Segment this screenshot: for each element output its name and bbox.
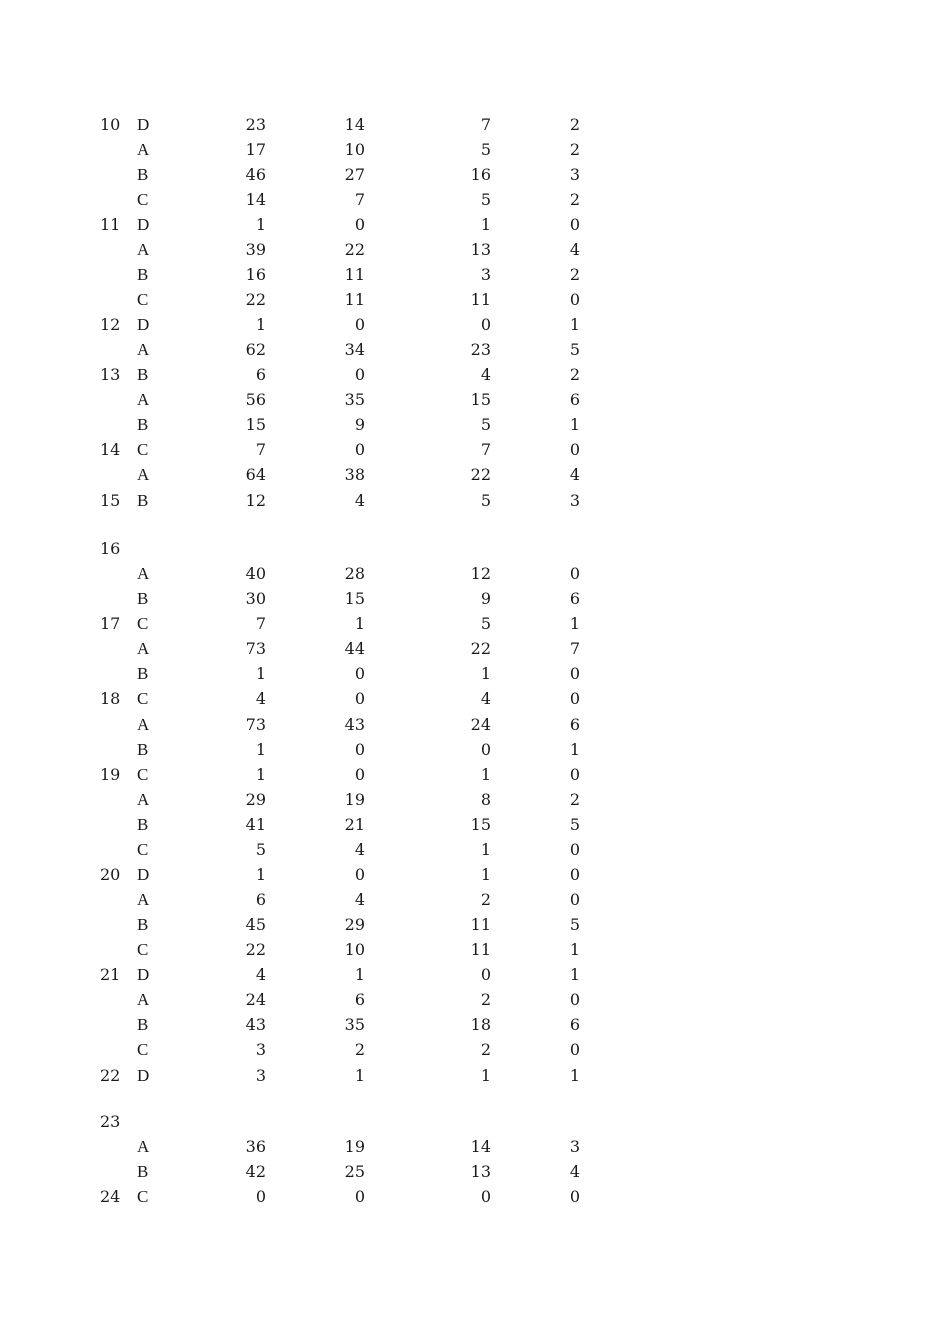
count-cell-2: 0: [354, 689, 365, 708]
option-letter: B: [137, 589, 149, 608]
option-letter: D: [137, 1066, 150, 1085]
count-cell-4: 1: [569, 940, 580, 959]
table-row: [0, 389, 950, 411]
question-number: 17: [100, 614, 121, 633]
option-letter: D: [137, 315, 150, 334]
count-cell-3: 1: [480, 664, 491, 683]
option-letter: B: [137, 365, 149, 384]
count-cell-1: 3: [255, 1066, 266, 1085]
table-row: [0, 814, 950, 836]
count-cell-2: 22: [344, 240, 365, 259]
count-cell-1: 0: [255, 1187, 266, 1206]
count-cell-4: 0: [569, 765, 580, 784]
count-cell-2: 4: [354, 840, 365, 859]
count-cell-3: 15: [470, 390, 491, 409]
count-cell-4: 1: [569, 415, 580, 434]
count-cell-1: 1: [255, 740, 266, 759]
count-cell-3: 0: [480, 740, 491, 759]
count-cell-3: 7: [480, 115, 491, 134]
count-cell-4: 6: [569, 715, 580, 734]
option-letter: D: [137, 215, 150, 234]
option-letter: C: [137, 614, 149, 633]
count-cell-1: 42: [245, 1162, 266, 1181]
count-cell-2: 0: [354, 664, 365, 683]
table-row: [0, 1186, 950, 1208]
option-letter: B: [137, 265, 149, 284]
count-cell-2: 4: [354, 890, 365, 909]
count-cell-1: 22: [245, 290, 266, 309]
count-cell-1: 14: [245, 190, 266, 209]
count-cell-2: 19: [344, 790, 365, 809]
count-cell-1: 1: [255, 765, 266, 784]
question-number: 14: [100, 440, 121, 459]
count-cell-3: 5: [480, 140, 491, 159]
table-row: [0, 339, 950, 361]
table-row: [0, 613, 950, 635]
table-row: [0, 139, 950, 161]
count-cell-3: 0: [480, 315, 491, 334]
table-row: [0, 1065, 950, 1087]
table-row: [0, 638, 950, 660]
table-row: [0, 1111, 950, 1133]
count-cell-4: 2: [569, 190, 580, 209]
table-row: [0, 114, 950, 136]
count-cell-2: 1: [354, 614, 365, 633]
count-cell-3: 5: [480, 415, 491, 434]
count-cell-2: 0: [354, 440, 365, 459]
count-cell-1: 7: [255, 440, 266, 459]
option-letter: A: [137, 1137, 150, 1156]
option-letter: A: [137, 890, 150, 909]
table-row: [0, 189, 950, 211]
table-row: [0, 789, 950, 811]
count-cell-1: 1: [255, 315, 266, 334]
count-cell-3: 23: [470, 340, 491, 359]
count-cell-2: 34: [344, 340, 365, 359]
count-cell-1: 12: [245, 491, 266, 510]
count-cell-3: 13: [470, 1162, 491, 1181]
count-cell-4: 1: [569, 614, 580, 633]
count-cell-2: 0: [354, 1187, 365, 1206]
option-letter: C: [137, 765, 149, 784]
count-cell-2: 0: [354, 315, 365, 334]
count-cell-1: 40: [245, 564, 266, 583]
count-cell-1: 29: [245, 790, 266, 809]
table-row: [0, 663, 950, 685]
count-cell-2: 35: [344, 390, 365, 409]
count-cell-3: 8: [480, 790, 491, 809]
count-cell-4: 3: [569, 165, 580, 184]
count-cell-3: 13: [470, 240, 491, 259]
option-letter: C: [137, 1040, 149, 1059]
count-cell-2: 7: [354, 190, 365, 209]
count-cell-3: 11: [470, 940, 491, 959]
count-cell-4: 0: [569, 215, 580, 234]
option-letter: A: [137, 465, 150, 484]
count-cell-3: 1: [480, 765, 491, 784]
count-cell-4: 1: [569, 315, 580, 334]
table-row: [0, 264, 950, 286]
count-cell-4: 0: [569, 1187, 580, 1206]
count-cell-2: 15: [344, 589, 365, 608]
count-cell-4: 0: [569, 890, 580, 909]
count-cell-1: 16: [245, 265, 266, 284]
count-cell-3: 2: [480, 1040, 491, 1059]
count-cell-4: 2: [569, 115, 580, 134]
count-cell-4: 4: [569, 465, 580, 484]
count-cell-4: 1: [569, 1066, 580, 1085]
option-letter: A: [137, 639, 150, 658]
count-cell-2: 29: [344, 915, 365, 934]
table-row: [0, 688, 950, 710]
count-cell-3: 2: [480, 990, 491, 1009]
question-number: 22: [100, 1066, 121, 1085]
count-cell-4: 0: [569, 664, 580, 683]
table-row: [0, 714, 950, 736]
count-cell-1: 43: [245, 1015, 266, 1034]
option-letter: C: [137, 440, 149, 459]
question-number: 23: [100, 1112, 121, 1131]
count-cell-4: 7: [569, 639, 580, 658]
count-cell-3: 1: [480, 1066, 491, 1085]
count-cell-2: 0: [354, 740, 365, 759]
count-cell-2: 0: [354, 765, 365, 784]
count-cell-1: 56: [245, 390, 266, 409]
option-letter: A: [137, 715, 150, 734]
question-number: 10: [100, 115, 121, 134]
table-row: [0, 289, 950, 311]
table-row: [0, 314, 950, 336]
table-row: [0, 490, 950, 512]
option-letter: A: [137, 340, 150, 359]
count-cell-3: 22: [470, 639, 491, 658]
count-cell-1: 36: [245, 1137, 266, 1156]
count-cell-4: 4: [569, 1162, 580, 1181]
table-row: [0, 989, 950, 1011]
count-cell-4: 6: [569, 390, 580, 409]
count-cell-1: 64: [245, 465, 266, 484]
table-row: [0, 239, 950, 261]
count-cell-2: 11: [344, 265, 365, 284]
option-letter: B: [137, 491, 149, 510]
option-letter: C: [137, 1187, 149, 1206]
count-cell-4: 0: [569, 440, 580, 459]
table-row: [0, 839, 950, 861]
count-cell-3: 1: [480, 840, 491, 859]
count-cell-2: 1: [354, 965, 365, 984]
count-cell-3: 5: [480, 491, 491, 510]
option-letter: D: [137, 865, 150, 884]
question-number: 15: [100, 491, 121, 510]
count-cell-2: 0: [354, 865, 365, 884]
option-letter: B: [137, 664, 149, 683]
count-cell-4: 2: [569, 790, 580, 809]
table-row: [0, 1039, 950, 1061]
count-cell-2: 19: [344, 1137, 365, 1156]
count-cell-3: 11: [470, 915, 491, 934]
count-cell-3: 7: [480, 440, 491, 459]
option-letter: A: [137, 990, 150, 1009]
count-cell-1: 46: [245, 165, 266, 184]
count-cell-3: 16: [470, 165, 491, 184]
count-cell-4: 0: [569, 290, 580, 309]
option-letter: D: [137, 965, 150, 984]
question-number: 20: [100, 865, 121, 884]
count-cell-4: 2: [569, 365, 580, 384]
option-letter: C: [137, 940, 149, 959]
count-cell-4: 2: [569, 265, 580, 284]
table-row: [0, 538, 950, 560]
count-cell-4: 5: [569, 340, 580, 359]
question-number: 21: [100, 965, 121, 984]
table-row: [0, 889, 950, 911]
count-cell-2: 2: [354, 1040, 365, 1059]
count-cell-4: 5: [569, 815, 580, 834]
option-letter: B: [137, 415, 149, 434]
count-cell-1: 17: [245, 140, 266, 159]
count-cell-3: 4: [480, 689, 491, 708]
table-row: [0, 563, 950, 585]
table-row: [0, 439, 950, 461]
count-cell-3: 1: [480, 215, 491, 234]
count-cell-1: 4: [255, 965, 266, 984]
count-cell-2: 1: [354, 1066, 365, 1085]
count-cell-2: 38: [344, 465, 365, 484]
table-row: [0, 739, 950, 761]
count-cell-2: 10: [344, 940, 365, 959]
question-number: 12: [100, 315, 121, 334]
count-cell-4: 0: [569, 1040, 580, 1059]
count-cell-3: 5: [480, 614, 491, 633]
count-cell-3: 4: [480, 365, 491, 384]
count-cell-1: 1: [255, 215, 266, 234]
count-cell-3: 9: [480, 589, 491, 608]
count-cell-1: 45: [245, 915, 266, 934]
table-row: [0, 1014, 950, 1036]
option-letter: C: [137, 190, 149, 209]
count-cell-1: 22: [245, 940, 266, 959]
count-cell-2: 35: [344, 1015, 365, 1034]
count-cell-1: 23: [245, 115, 266, 134]
option-letter: B: [137, 815, 149, 834]
count-cell-3: 24: [470, 715, 491, 734]
option-letter: B: [137, 165, 149, 184]
count-cell-2: 0: [354, 215, 365, 234]
table-row: [0, 364, 950, 386]
count-cell-1: 39: [245, 240, 266, 259]
count-cell-2: 11: [344, 290, 365, 309]
option-letter: B: [137, 915, 149, 934]
option-letter: C: [137, 290, 149, 309]
count-cell-4: 5: [569, 915, 580, 934]
count-cell-3: 15: [470, 815, 491, 834]
count-cell-1: 62: [245, 340, 266, 359]
count-cell-1: 41: [245, 815, 266, 834]
count-cell-4: 1: [569, 965, 580, 984]
table-row: [0, 164, 950, 186]
count-cell-3: 2: [480, 890, 491, 909]
count-cell-2: 28: [344, 564, 365, 583]
count-cell-3: 5: [480, 190, 491, 209]
count-cell-1: 73: [245, 639, 266, 658]
count-cell-1: 1: [255, 664, 266, 683]
table-row: [0, 214, 950, 236]
count-cell-3: 11: [470, 290, 491, 309]
table-row: [0, 939, 950, 961]
table-row: [0, 914, 950, 936]
option-letter: A: [137, 240, 150, 259]
table-row: [0, 588, 950, 610]
count-cell-3: 3: [480, 265, 491, 284]
table-row: [0, 1161, 950, 1183]
question-number: 18: [100, 689, 121, 708]
count-cell-1: 4: [255, 689, 266, 708]
table-row: [0, 764, 950, 786]
question-number: 24: [100, 1187, 121, 1206]
option-letter: D: [137, 115, 150, 134]
count-cell-2: 0: [354, 365, 365, 384]
option-letter: A: [137, 140, 150, 159]
count-cell-3: 22: [470, 465, 491, 484]
count-cell-2: 21: [344, 815, 365, 834]
question-number: 11: [100, 215, 121, 234]
question-number: 16: [100, 539, 121, 558]
count-cell-4: 0: [569, 865, 580, 884]
table-row: [0, 414, 950, 436]
table-row: [0, 1136, 950, 1158]
count-cell-4: 2: [569, 140, 580, 159]
count-cell-4: 0: [569, 689, 580, 708]
count-cell-2: 10: [344, 140, 365, 159]
count-cell-4: 3: [569, 1137, 580, 1156]
count-cell-4: 3: [569, 491, 580, 510]
count-cell-2: 27: [344, 165, 365, 184]
option-letter: B: [137, 1162, 149, 1181]
option-letter: B: [137, 1015, 149, 1034]
count-cell-1: 73: [245, 715, 266, 734]
count-cell-1: 5: [255, 840, 266, 859]
count-cell-3: 12: [470, 564, 491, 583]
option-letter: C: [137, 689, 149, 708]
count-cell-4: 0: [569, 990, 580, 1009]
count-cell-4: 1: [569, 740, 580, 759]
option-letter: C: [137, 840, 149, 859]
count-cell-4: 0: [569, 564, 580, 583]
count-cell-3: 14: [470, 1137, 491, 1156]
count-cell-3: 1: [480, 865, 491, 884]
count-cell-1: 7: [255, 614, 266, 633]
count-cell-2: 43: [344, 715, 365, 734]
count-cell-2: 25: [344, 1162, 365, 1181]
option-letter: B: [137, 740, 149, 759]
count-cell-1: 15: [245, 415, 266, 434]
count-cell-4: 6: [569, 1015, 580, 1034]
count-cell-3: 18: [470, 1015, 491, 1034]
count-cell-2: 6: [354, 990, 365, 1009]
count-cell-3: 0: [480, 965, 491, 984]
question-number: 19: [100, 765, 121, 784]
count-cell-1: 3: [255, 1040, 266, 1059]
question-number: 13: [100, 365, 121, 384]
table-row: [0, 864, 950, 886]
count-cell-2: 14: [344, 115, 365, 134]
count-cell-1: 1: [255, 865, 266, 884]
option-letter: A: [137, 390, 150, 409]
count-cell-1: 6: [255, 365, 266, 384]
count-cell-1: 30: [245, 589, 266, 608]
count-cell-2: 9: [354, 415, 365, 434]
count-cell-2: 44: [344, 639, 365, 658]
count-cell-3: 0: [480, 1187, 491, 1206]
count-cell-4: 6: [569, 589, 580, 608]
count-cell-4: 4: [569, 240, 580, 259]
count-cell-1: 24: [245, 990, 266, 1009]
table-row: [0, 464, 950, 486]
count-cell-4: 0: [569, 840, 580, 859]
count-cell-2: 4: [354, 491, 365, 510]
option-letter: A: [137, 564, 150, 583]
count-cell-1: 6: [255, 890, 266, 909]
table-row: [0, 964, 950, 986]
option-letter: A: [137, 790, 150, 809]
